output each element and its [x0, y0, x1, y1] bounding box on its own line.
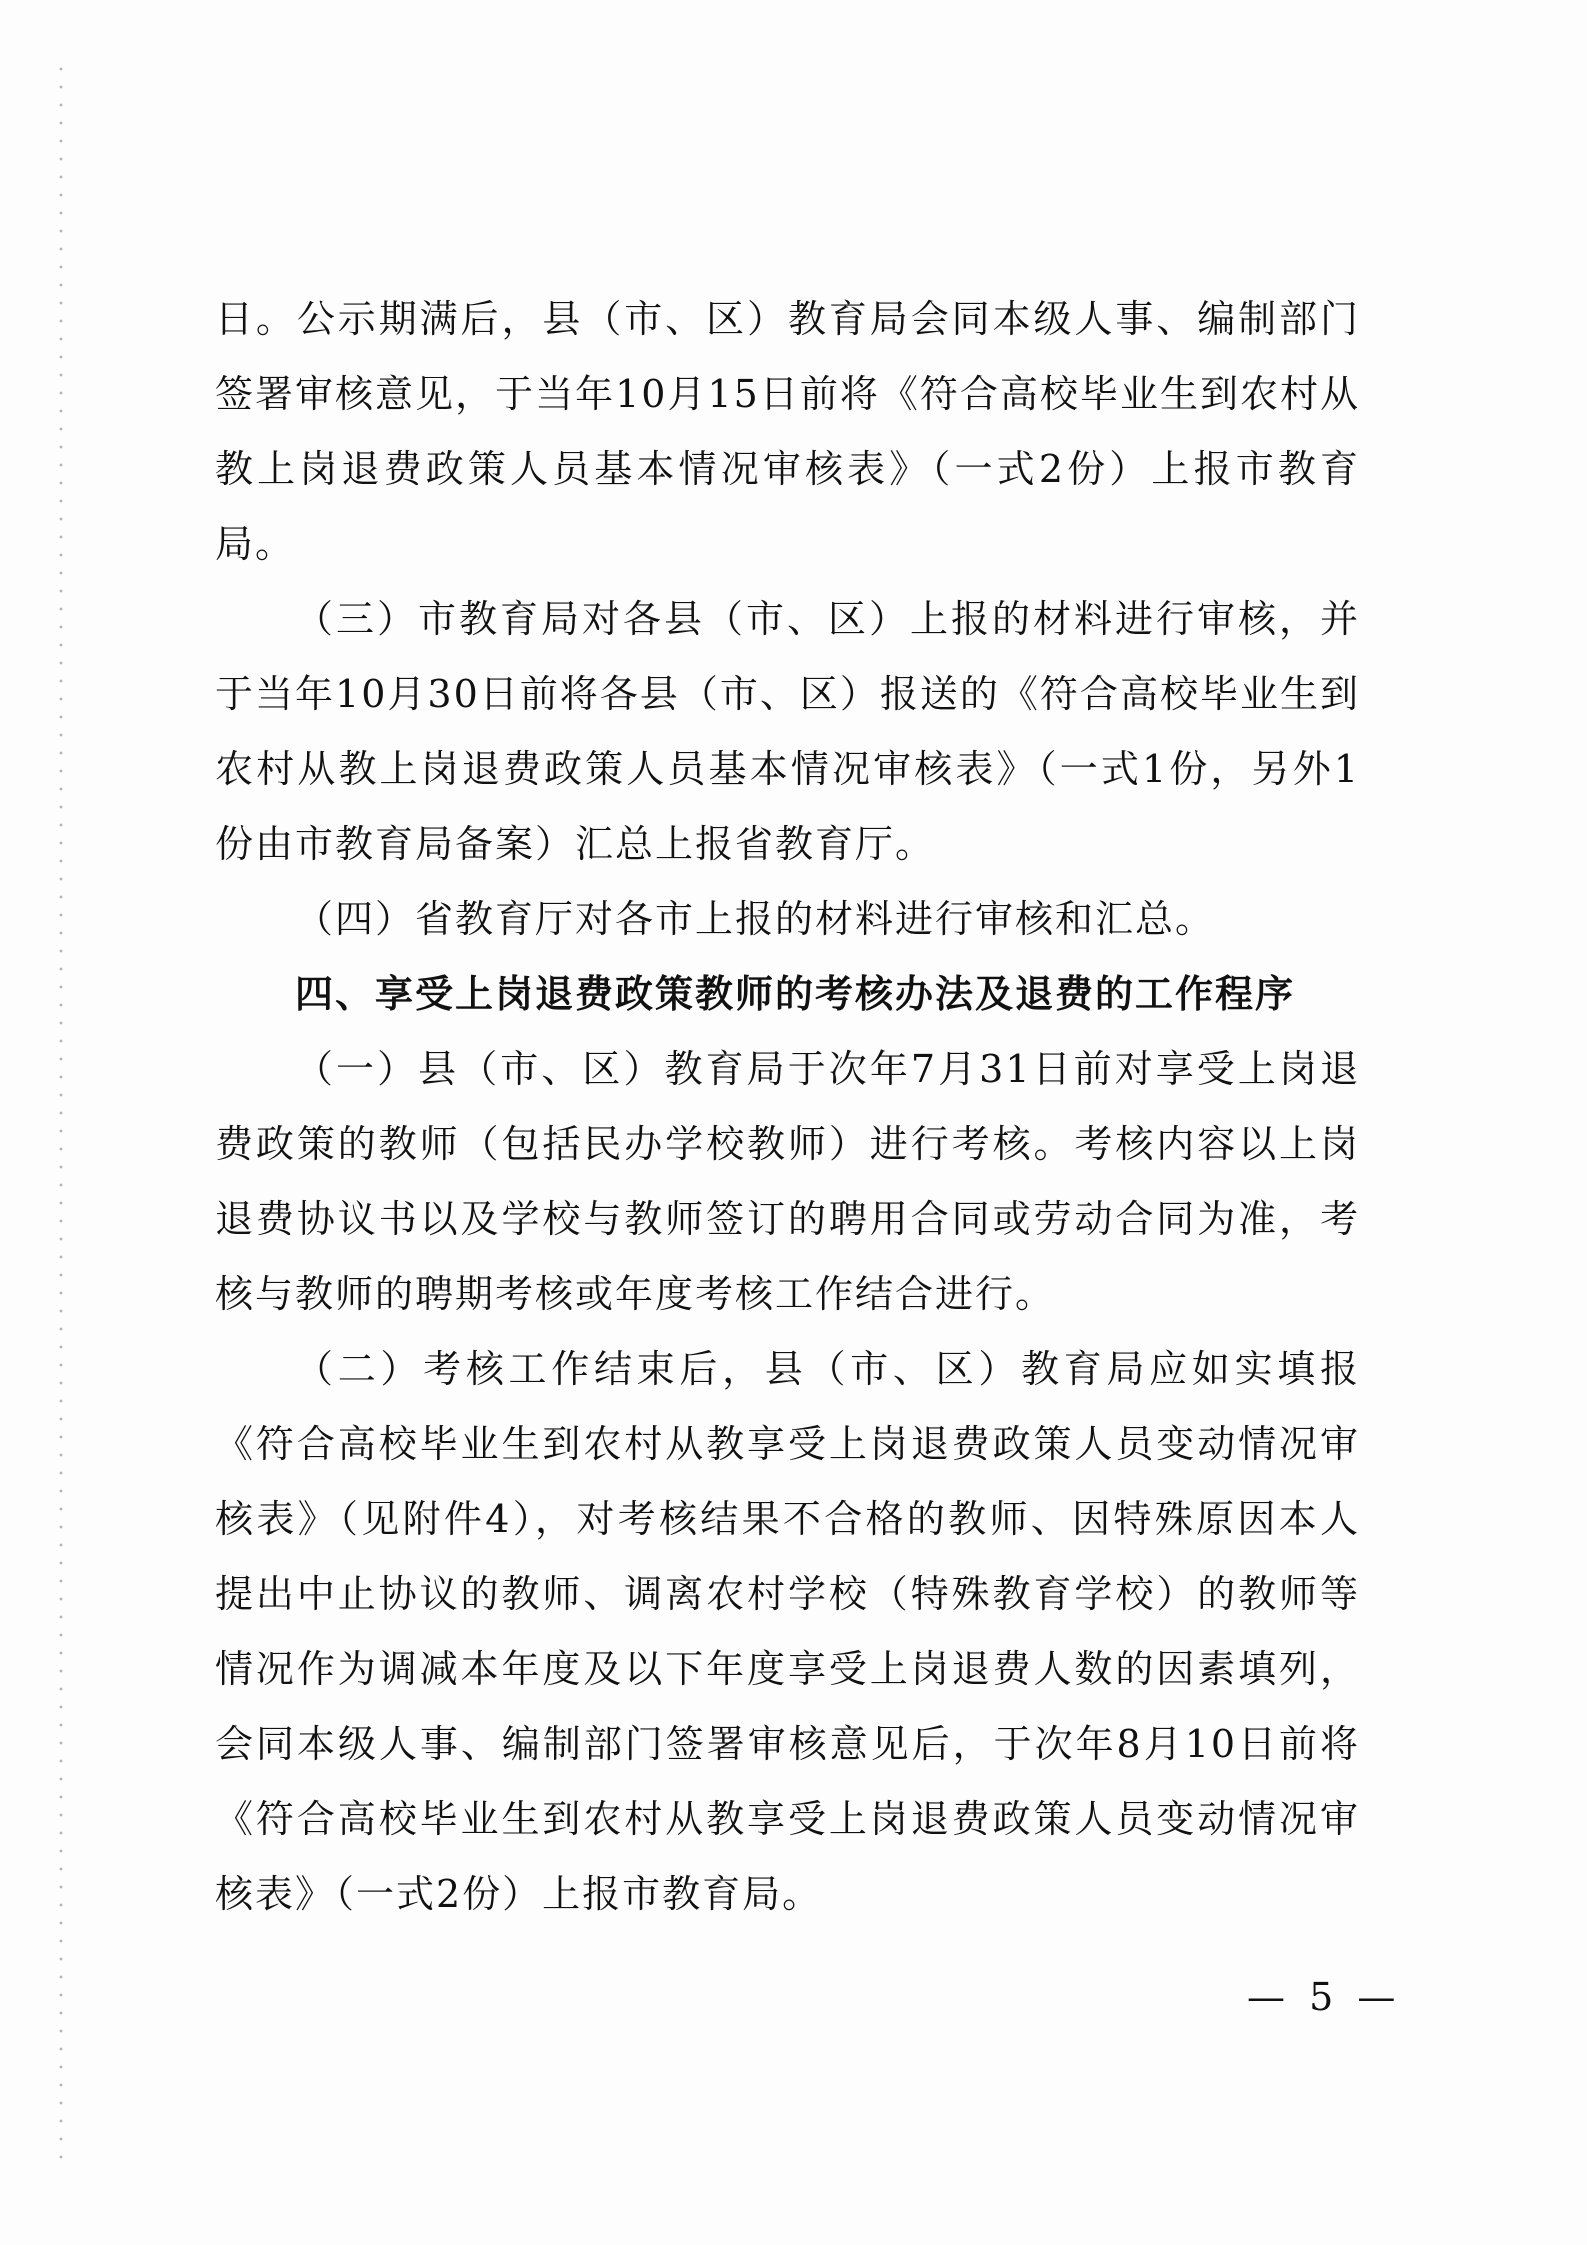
- paragraph-assessment-one: （一）县（市、区）教育局于次年7月31日前对享受上岗退费政策的教师（包括民办学校教师）进行考核。考核内容以上岗退费协议书以及学校与教师签订的聘用合同或劳动合同为准，考核与教师的聘期考核或年度考核工作结合进行。: [215, 1047, 1360, 1316]
- section-heading-four: 四、享受上岗退费政策教师的考核办法及退费的工作程序: [295, 972, 1296, 1016]
- paragraph-item-three: （三）市教育局对各县（市、区）上报的材料进行审核，并于当年10月30日前将各县（市、区）报送的《符合高校毕业生到农村从教上岗退费政策人员基本情况审核表》（一式1份，另外1份由市教育局备案）汇总上报省教育厅。: [215, 597, 1360, 866]
- body-text: [215, 282, 1360, 1932]
- paragraph-assessment-two: （二）考核工作结束后，县（市、区）教育局应如实填报《符合高校毕业生到农村从教享受上岗退费政策人员变动情况审核表》（见附件4），对考核结果不合格的教师、因特殊原因本人提出中止协议的教师、调离农村学校（特殊教育学校）的教师等情况作为调减本年度及以下年度享受上岗退费人数的因素填列，会同本级人事、编制部门签署审核意见后，于次年8月10日前将《符合高校毕业生到农村从教享受上岗退费政策人员变动情况审核表》（一式2份）上报市教育局。: [215, 1347, 1360, 1916]
- paragraph-public-notice: 日。公示期满后，县（市、区）教育局会同本级人事、编制部门签署审核意见，于当年10月15日前将《符合高校毕业生到农村从教上岗退费政策人员基本情况审核表》（一式2份）上报市教育局。: [215, 297, 1360, 566]
- paragraph-item-four: （四）省教育厅对各市上报的材料进行审核和汇总。: [295, 897, 1216, 941]
- page-number: — 5 —: [1247, 1975, 1402, 2019]
- binding-hole-dots: [58, 60, 64, 2160]
